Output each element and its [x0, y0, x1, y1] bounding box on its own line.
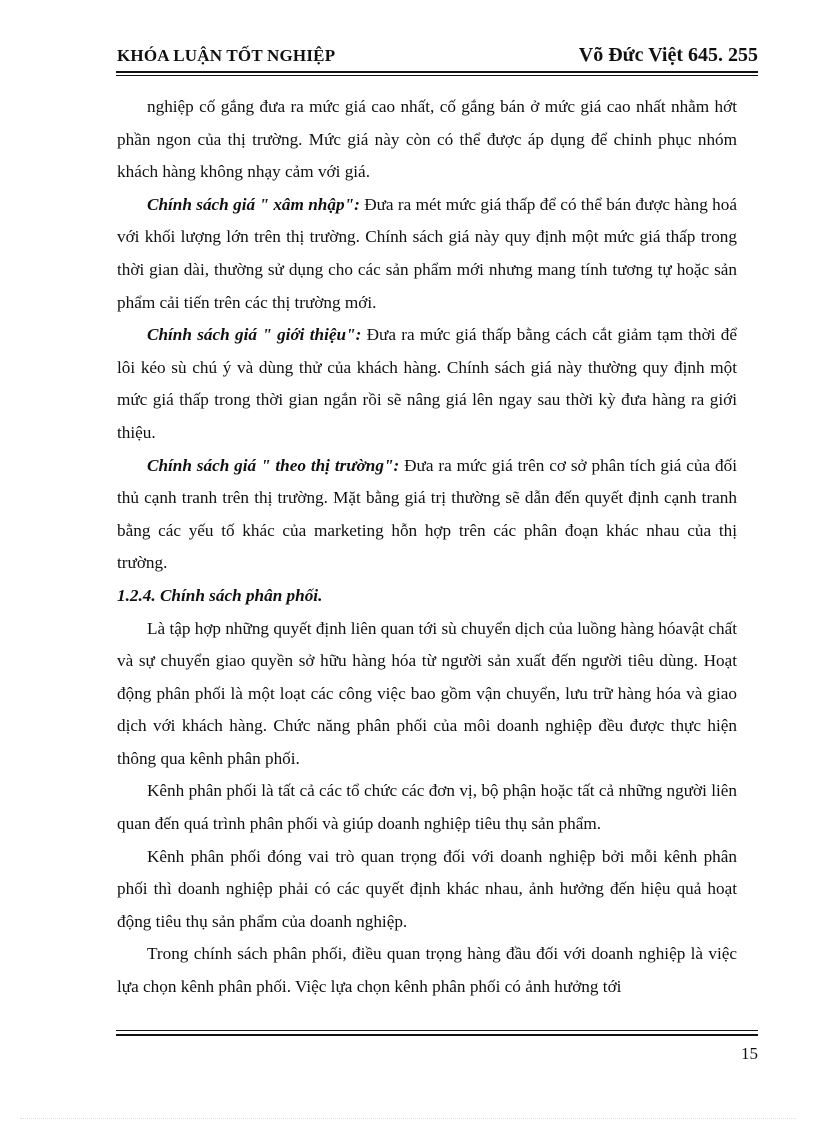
page-body	[117, 91, 737, 1004]
page-header	[117, 44, 758, 70]
paragraph-text: Đưa ra mức giá trên cơ sở phân tích giá của đối thủ cạnh tranh trên thị trường. Mặt bằng giá trị thường sẽ dẫn đến quyết định cạnh tranh bằng các yếu tố khác của marketing hỗn hợp trên các phân đoạn khác nhau của thị trường.	[117, 455, 737, 573]
paragraph-text: Đưa ra mét mức giá thấp để có thể bán được hàng hoá với khối lượng lớn trên thị trường. Chính sách giá này quy định một mức giá thấp trong thời gian dài, thường sử dụng cho các sản phẩm mới nhưng mang tính tương tự hoặc sản phẩm cải tiến trên các thị trường mới.	[117, 194, 737, 312]
paragraph-text: Đưa ra mức giá thấp bằng cách cắt giảm tạm thời để lôi kéo sù chú ý và dùng thử của khách hàng. Chính sách giá này thường quy định một mức giá thấp trong thời gian ngắn rồi sẽ nâng giá lên ngay sau thời kỳ đưa hàng ra giới thiệu.	[117, 325, 737, 442]
bottom-dotted-divider	[20, 1118, 796, 1120]
header-rule-thin	[116, 75, 758, 76]
paragraph-8: Trong chính sách phân phối, điều quan trọng hàng đầu đối với doanh nghiệp là việc lựa chọn kênh phân phối. Việc lựa chọn kênh phân phối có ảnh hưởng tới	[117, 944, 737, 997]
paragraph-label: Chính sách giá " giới thiệu":	[147, 325, 362, 345]
paragraph-label: Chính sách giá " xâm nhập":	[147, 194, 360, 214]
header-author: Võ Đức Việt 645. 255	[578, 44, 758, 66]
section-heading: 1.2.4. Chính sách phân phối.	[117, 585, 323, 605]
paragraph-label: Chính sách giá " theo thị trường":	[147, 455, 400, 475]
page-number: 15	[741, 1044, 758, 1063]
header-rule-thick	[116, 71, 758, 73]
paragraph-introductory-pricing	[117, 319, 737, 449]
footer-rule-thick	[116, 1034, 758, 1036]
paragraph-5: Là tập hợp những quyết định liên quan tới sù chuyển dịch của luồng hàng hóavật chất và sự chuyển giao quyền sở hữu hàng hóa từ người sản xuất đến người tiêu dùng. Hoạt động phân phối là một loạt các công việc bao gồm vận chuyển, lưu trữ hàng hóa và giao dịch với khách hàng. Chức năng phân phối của môi doanh nghiệp đều được thực hiện thông qua kênh phân phối.	[117, 618, 737, 768]
paragraph-1: nghiệp cố gắng đưa ra mức giá cao nhất, cố gắng bán ở mức giá cao nhất nhằm hớt phần ngon của thị trường. Mức giá này còn có thể được áp dụng để chinh phục nhóm khách hàng không nhạy cảm với giá.	[117, 97, 737, 182]
paragraph-market-pricing	[117, 450, 737, 580]
header-title: KHÓA LUẬN TỐT NGHIỆP	[117, 46, 336, 65]
footer-rule-thin	[116, 1030, 758, 1031]
paragraph-7: Kênh phân phối đóng vai trò quan trọng đối với doanh nghiệp bởi mỗi kênh phân phối thì doanh nghiệp phải có các quyết định khác nhau, ảnh hưởng đến hiệu quả hoạt động tiêu thụ sản phẩm của doanh nghiệp.	[117, 846, 737, 931]
paragraph-6: Kênh phân phối là tất cả các tổ chức các đơn vị, bộ phận hoặc tất cả những người liên quan đến quá trình phân phối và giúp doanh nghiệp tiêu thụ sản phẩm.	[117, 781, 737, 834]
paragraph-penetration-pricing	[117, 189, 737, 319]
